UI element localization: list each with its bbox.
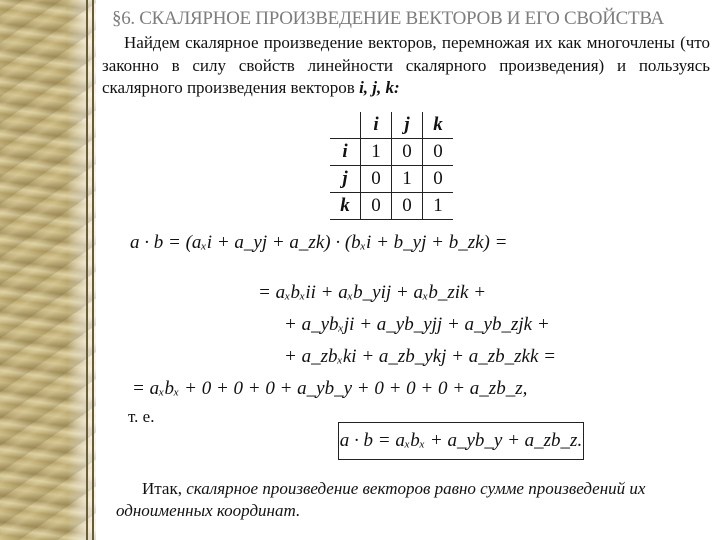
equation-line-2: = aₓbₓii + aₓb_yij + aₓb_zik + xyxy=(258,282,487,303)
table-cell: 1 xyxy=(423,193,454,220)
table-header-cell: k xyxy=(423,112,454,139)
vertical-rule xyxy=(92,0,94,540)
table-row xyxy=(330,193,453,220)
intro-paragraph xyxy=(102,32,710,100)
table-cell: 1 xyxy=(392,166,423,193)
conclusion-statement: скалярное произведение векторов равно сумме произведений их одноименных координат. xyxy=(116,479,646,520)
conclusion-paragraph xyxy=(116,478,712,522)
table-cell: 1 xyxy=(361,139,392,166)
boxed-formula-text: a · b = aₓbₓ + a_yb_y + a_zb_z. xyxy=(339,430,583,451)
table-row-label: k xyxy=(330,193,361,220)
table-header-cell: j xyxy=(392,112,423,139)
intro-vectors: i, j, k: xyxy=(359,78,400,97)
conclusion-lead: Итак, xyxy=(142,479,182,498)
equation-line-3: + a_ybₓji + a_yb_yjj + a_yb_zjk + xyxy=(284,314,550,335)
intro-text: Найдем скалярное произведение векторов, перемножая их как многочлены (что законно в силу свойств линейности скалярного произведения) и пользуясь скалярного произведения векторов xyxy=(102,33,710,97)
table-header-row xyxy=(330,112,453,139)
slide-title: §6. СКАЛЯРНОЕ ПРОИЗВЕДЕНИЕ ВЕКТОРОВ И ЕГО СВОЙСТВА xyxy=(112,8,664,29)
decorative-marble-strip xyxy=(0,0,96,540)
table-row xyxy=(330,166,453,193)
table-cell: 0 xyxy=(392,193,423,220)
table-header-cell: i xyxy=(361,112,392,139)
table-row xyxy=(330,139,453,166)
te-label: т. е. xyxy=(128,407,155,426)
table-cell: 0 xyxy=(361,166,392,193)
table-row-label: i xyxy=(330,139,361,166)
table-cell: 0 xyxy=(423,166,454,193)
equation-line-4: + a_zbₓki + a_zb_ykj + a_zb_zkk = xyxy=(284,346,556,367)
table-row-label: j xyxy=(330,166,361,193)
table-cell: 0 xyxy=(392,139,423,166)
equation-line-1: a · b = (aₓi + a_yj + a_zk) · (bₓi + b_yj + b_zk) = xyxy=(130,232,508,253)
equation-line-5: = aₓbₓ + 0 + 0 + 0 + a_yb_y + 0 + 0 + 0 + a_zb_z, xyxy=(132,378,528,399)
table-cell: 0 xyxy=(423,139,454,166)
unit-vector-product-table xyxy=(330,112,453,220)
boxed-formula xyxy=(338,422,584,460)
table-corner-cell xyxy=(330,112,361,139)
table-cell: 0 xyxy=(361,193,392,220)
vertical-rule xyxy=(86,0,88,540)
